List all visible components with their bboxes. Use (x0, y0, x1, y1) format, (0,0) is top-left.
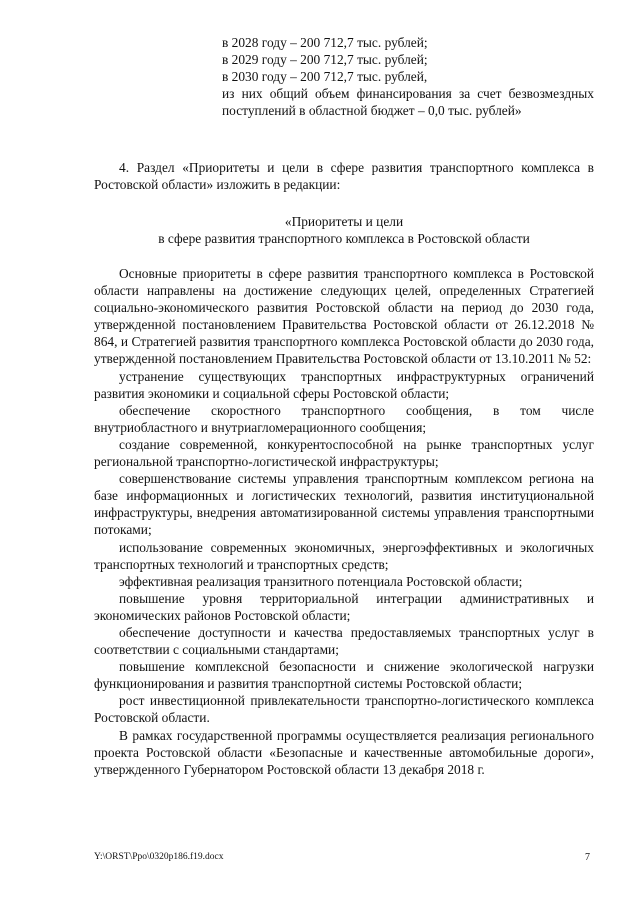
funding-line-2028: в 2028 году – 200 712,7 тыс. рублей; (222, 35, 428, 50)
goal-item: создание современной, конкурентоспособной на рынке транспортных услуг региональной транспортно-логистической инфраструктуры; (94, 436, 594, 470)
goal-item: эффективная реализация транзитного потенциала Ростовской области; (119, 573, 523, 589)
goal-item: повышение комплексной безопасности и снижение экологической нагрузки функционирования и развития транспортной системы Ростовской области; (94, 659, 594, 692)
goal-item: обеспечение доступности и качества предоставляемых транспортных услуг в соответствии с социальными стандартами; (94, 624, 594, 658)
goal-item: совершенствование системы управления транспортным комплексом региона на базе информационных и логистических технологий, развития институциональной инфраструктуры, внедрения автоматизированной системы управления транспортными потоками; (94, 471, 594, 538)
section-4-block (94, 159, 594, 193)
section-heading (94, 213, 594, 247)
goal-item: устранение существующих транспортных инфраструктурных ограничений развития экономики и социальной сферы Ростовской области; (94, 368, 594, 401)
funding-line-2029: в 2029 году – 200 712,7 тыс. рублей; (222, 52, 428, 68)
funding-block (222, 34, 594, 119)
heading-line-2: в сфере развития транспортного комплекса в Ростовской области (158, 231, 530, 247)
funding-paragraph: из них общий объем финансирования за счет безвозмездных поступлений в областной бюджет – 0,0 тыс. рублей» (222, 86, 594, 119)
footer-file-path: Y:\ORST\Ppo\0320p186.f19.docx (94, 852, 224, 862)
funding-line-2030: в 2030 году – 200 712,7 тыс. рублей, (222, 69, 428, 85)
goal-item: использование современных экономичных, энергоэффективных и экологичных транспортных технологий и транспортных средств; (94, 539, 594, 572)
goal-item: повышение уровня территориальной интеграции административных и экономических районов Ростовской области; (94, 590, 594, 623)
closing-paragraph: В рамках государственной программы осуществляется реализация регионального проекта Ростовской области «Безопасные и качественные автомобильные дороги», утвержденного Губернатором Ростовской области 13 декабря 2018 г. (94, 727, 594, 777)
page-number: 7 (585, 852, 590, 863)
body-text (94, 265, 594, 778)
goal-item: рост инвестиционной привлекательности транспортно-логистического комплекса Ростовской области. (94, 693, 594, 726)
goal-item: обеспечение скоростного транспортного сообщения, в том числе внутриобластного и внутриагломерационного сообщения; (94, 402, 594, 435)
intro-paragraph: Основные приоритеты в сфере развития транспортного комплекса в Ростовской области направлены на достижение следующих целей, определенных Стратегией социально-экономического развития Ростовской области на период до 2030 года, утвержденной постановлением Правительства Ростовской области от 26.12.2018 № 864, и Стратегией развития транспортного комплекса Ростовской области до 2030 года, утвержденной постановлением Правительства Ростовской области от 13.10.2011 № 52: (94, 266, 594, 367)
section-4-paragraph: 4. Раздел «Приоритеты и цели в сфере развития транспортного комплекса в Ростовской области» изложить в редакции: (94, 160, 594, 193)
heading-line-1: «Приоритеты и цели (284, 214, 404, 229)
